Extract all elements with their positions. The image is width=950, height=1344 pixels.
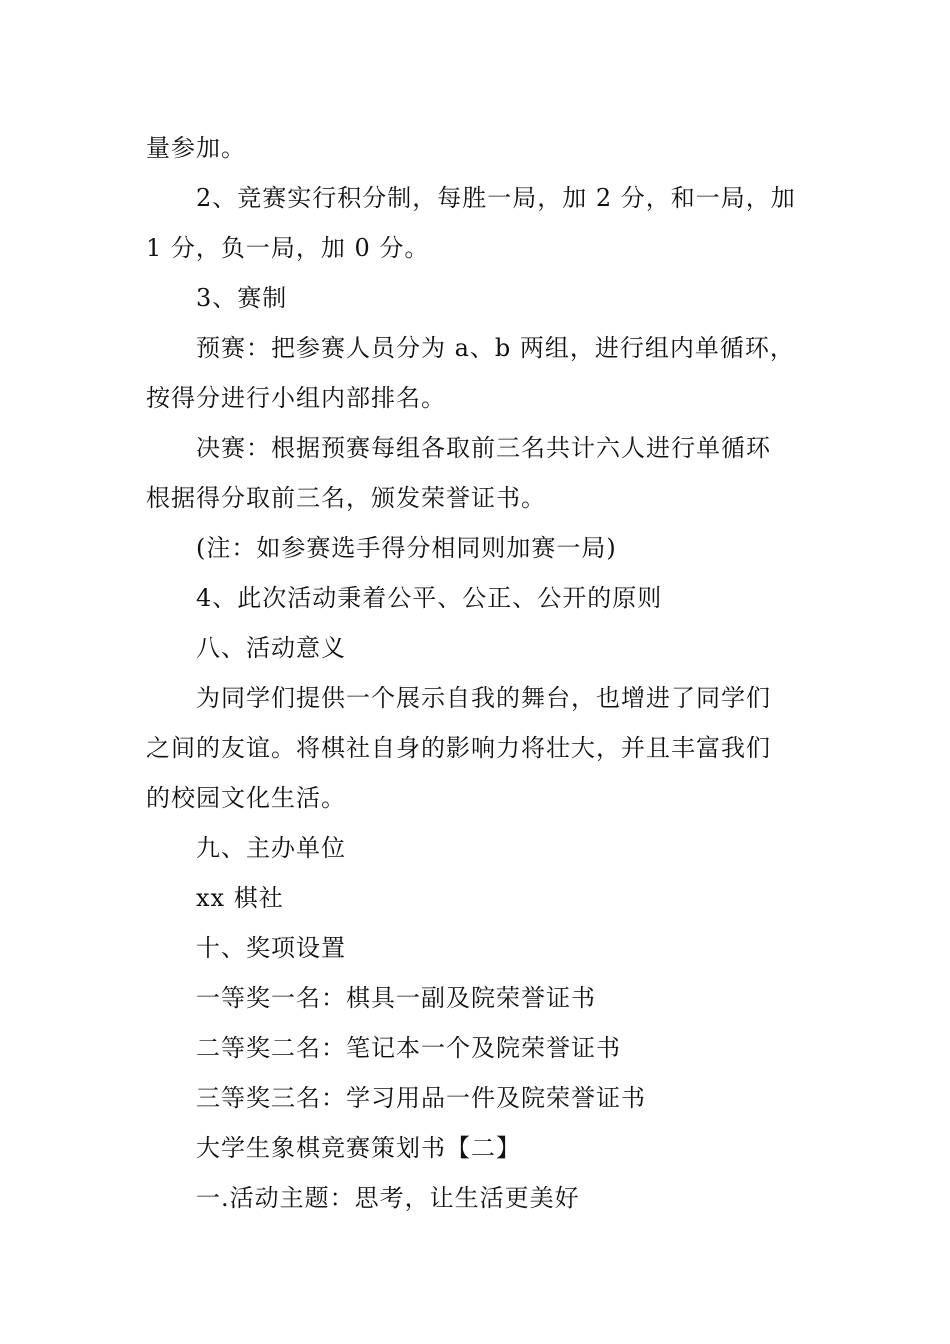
section-heading: 十、奖项设置 [196, 934, 346, 962]
section-heading: 九、主办单位 [196, 834, 346, 862]
paragraph-line: 预赛：把参赛人员分为 a、b 两组，进行组内单循环， [196, 334, 795, 362]
document-title: 大学生象棋竞赛策划书【二】 [196, 1134, 521, 1162]
award-line: 一等奖一名：棋具一副及院荣誉证书 [196, 984, 596, 1012]
award-line: 三等奖三名：学习用品一件及院荣誉证书 [196, 1084, 646, 1112]
paragraph-line: 根据得分取前三名，颁发荣誉证书。 [146, 484, 546, 512]
paragraph-line: 按得分进行小组内部排名。 [146, 384, 446, 412]
award-line: 二等奖二名：笔记本一个及院荣誉证书 [196, 1034, 621, 1062]
paragraph-line: 为同学们提供一个展示自我的舞台，也增进了同学们 [196, 684, 771, 712]
paragraph-line: 决赛：根据预赛每组各取前三名共计六人进行单循环 [196, 434, 771, 462]
section-heading: 八、活动意义 [196, 634, 346, 662]
paragraph-line: 2、竞赛实行积分制，每胜一局，加 2 分，和一局，加 [196, 184, 796, 212]
section-heading: 3、赛制 [196, 284, 288, 312]
paragraph-line: 1 分，负一局，加 0 分。 [146, 234, 430, 262]
section-heading: 一.活动主题：思考，让生活更美好 [196, 1184, 580, 1212]
paragraph-line: xx 棋社 [196, 884, 284, 912]
note-line: (注：如参赛选手得分相同则加赛一局) [196, 534, 617, 562]
paragraph-line: 4、此次活动秉着公平、公正、公开的原则 [196, 584, 663, 612]
paragraph-line: 量参加。 [146, 134, 246, 162]
paragraph-line: 的校园文化生活。 [146, 784, 346, 812]
paragraph-line: 之间的友谊。将棋社自身的影响力将壮大，并且丰富我们 [146, 734, 771, 762]
